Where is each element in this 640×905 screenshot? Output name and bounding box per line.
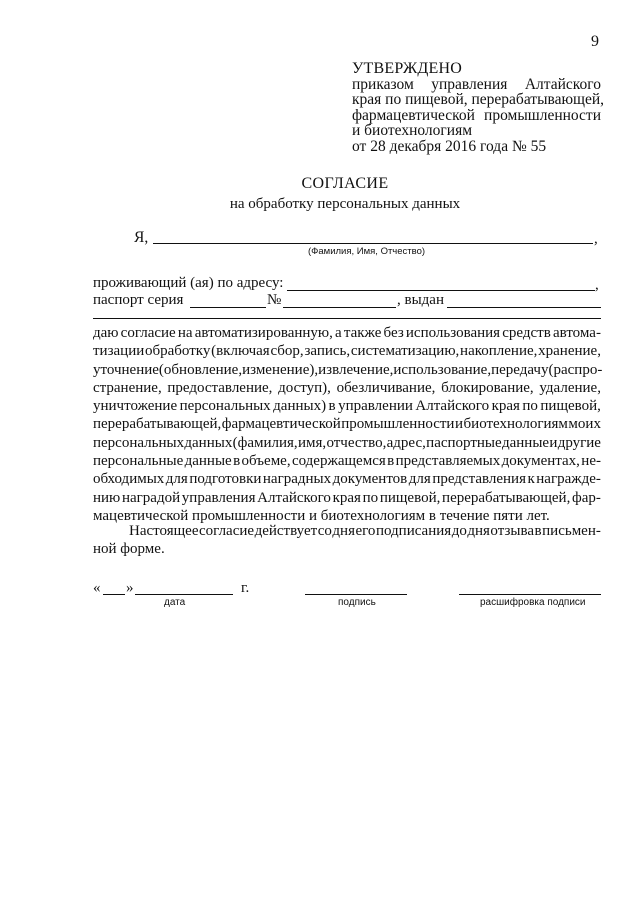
text-word: адрес,	[386, 434, 426, 451]
text-word: доступ),	[278, 379, 331, 396]
text-word: моих	[568, 416, 601, 433]
text-word: Алтайского	[415, 398, 490, 415]
text-word: фармацевтической	[221, 416, 341, 433]
document-title: СОГЛАСИЕ	[301, 175, 389, 192]
text-word: фар-	[572, 489, 601, 506]
signature-decode-field[interactable]	[459, 594, 601, 595]
date-close-quote: »	[126, 580, 134, 596]
text-word: и	[454, 416, 464, 433]
text-word: данных)	[273, 398, 327, 415]
text-word: края	[491, 398, 520, 415]
text-line	[93, 361, 601, 379]
text-word: представления	[432, 471, 526, 488]
text-word: в	[328, 398, 336, 415]
text-word: накопление,	[460, 343, 538, 360]
text-word: Настоящее	[129, 523, 199, 539]
fio-comma: ,	[594, 231, 598, 247]
text-line	[93, 522, 601, 540]
fio-field[interactable]	[153, 243, 593, 244]
approval-heading: УТВЕРЖДЕНО	[352, 60, 463, 77]
text-word: другие	[557, 434, 601, 451]
signature-field[interactable]	[305, 594, 407, 595]
address-label: проживающий (ая) по адресу:	[93, 275, 284, 291]
text-word: перерабатывающей,	[442, 489, 571, 506]
approval-word: приказом	[352, 75, 414, 93]
text-word: и	[549, 434, 558, 451]
text-word: персональные	[93, 453, 184, 470]
text-word: обходимых	[93, 471, 165, 488]
text-word: представляемых	[395, 453, 501, 470]
text-word: на	[177, 325, 193, 341]
text-word: письмен-	[542, 523, 601, 539]
text-word: (фамилия,	[232, 434, 298, 451]
document-subtitle: на обработку персональных данных	[229, 196, 461, 212]
text-line	[93, 342, 601, 360]
text-word: Алтайского	[257, 489, 331, 506]
approval-word: управления	[431, 75, 508, 93]
text-word: биотехнологиям	[463, 416, 568, 433]
text-word: дня	[332, 523, 355, 539]
text-line	[93, 470, 601, 488]
text-word: по	[522, 398, 538, 415]
text-line	[93, 397, 601, 415]
address-field[interactable]	[287, 290, 595, 291]
validity-paragraph	[93, 522, 601, 559]
text-word: содержащемся	[291, 453, 386, 470]
text-word: (обновление,	[158, 361, 243, 378]
signature-decode-caption: расшифровка подписи	[480, 597, 586, 608]
text-word: перерабатывающей,	[93, 416, 222, 433]
text-word: действует	[254, 523, 318, 539]
text-word: пищевой,	[379, 489, 441, 506]
text-word: объеме,	[241, 453, 291, 470]
text-line	[93, 452, 601, 470]
text-word: подписания	[375, 523, 452, 539]
text-word: в	[387, 453, 395, 470]
approval-line-4: и биотехнологиям	[352, 122, 473, 139]
approval-line-5: от 28 декабря 2016 года № 55	[352, 137, 547, 155]
consent-paragraph	[93, 324, 601, 525]
text-word: ной форме.	[93, 541, 165, 558]
text-word: паспортные	[426, 434, 502, 451]
approval-line-1	[352, 77, 601, 93]
text-word: управления	[181, 489, 256, 506]
text-word: согласие	[199, 523, 255, 539]
text-word: изменение),	[242, 361, 319, 378]
text-word: систематизацию,	[350, 343, 460, 360]
approval-line-2: края по пищевой, перерабатывающей,	[352, 91, 605, 108]
passport-series-label: паспорт серия	[93, 292, 184, 308]
text-word: дня	[467, 523, 490, 539]
date-month-year-field[interactable]	[135, 594, 233, 595]
text-word: документов	[332, 471, 408, 488]
text-word: автоматизированную,	[194, 325, 333, 341]
issued-label: , выдан	[397, 292, 444, 308]
date-caption: дата	[164, 597, 186, 608]
text-word: уточнение	[93, 361, 159, 378]
approval-block	[352, 60, 605, 155]
text-word: отчество,	[326, 434, 387, 451]
text-word: его	[355, 523, 376, 539]
date-open-quote: «	[93, 580, 101, 596]
text-word: автома-	[552, 325, 601, 341]
text-word: запись,	[304, 343, 351, 360]
approval-line-3	[352, 108, 601, 124]
text-word: хранение,	[538, 343, 601, 360]
text-word: персональных	[93, 434, 185, 451]
text-word: имя,	[297, 434, 327, 451]
text-word: награжде-	[536, 471, 601, 488]
text-word: (распро-	[548, 361, 603, 378]
issued-by-field[interactable]	[447, 307, 601, 308]
text-word: обработку	[145, 343, 211, 360]
text-word: для	[408, 471, 431, 488]
text-word: подготовки	[189, 471, 262, 488]
text-word: мацевтической промышленности и биотехнологиям в течение пяти лет.	[93, 507, 550, 524]
text-line	[93, 489, 601, 507]
text-word: данные	[184, 453, 232, 470]
text-word: промышленности	[341, 416, 455, 433]
text-word: до	[451, 523, 467, 539]
text-word: по	[362, 489, 379, 506]
text-word: в	[534, 523, 542, 539]
text-word: документах,	[501, 453, 580, 470]
address-comma: ,	[595, 277, 599, 293]
text-word: пищевой,	[540, 398, 601, 415]
text-line	[93, 540, 601, 558]
passport-number-label: №	[267, 292, 282, 308]
text-word: странение,	[93, 379, 162, 396]
text-word: персональных	[179, 398, 271, 415]
year-suffix: г.	[241, 580, 250, 596]
text-word: нию	[93, 489, 121, 506]
text-word: (включая	[211, 343, 270, 360]
text-word: уничтожение	[93, 398, 178, 415]
text-word: средств	[502, 325, 551, 341]
approval-word: фармацевтической	[352, 106, 475, 124]
text-word: наградных	[262, 471, 332, 488]
text-word: отзыва	[490, 523, 535, 539]
text-word: даю	[93, 325, 119, 341]
text-word: данных	[184, 434, 233, 451]
text-line	[93, 434, 601, 452]
text-word: обезличивание,	[336, 379, 436, 396]
text-word: без	[383, 325, 404, 341]
text-word: к	[527, 471, 535, 488]
text-word: со	[317, 523, 332, 539]
text-word: а	[335, 325, 342, 341]
text-word: передачу	[491, 361, 549, 378]
approval-word: Алтайского	[524, 75, 601, 93]
text-word: также	[343, 325, 382, 341]
text-word: в	[233, 453, 241, 470]
text-word: для	[165, 471, 188, 488]
date-day-field[interactable]	[103, 594, 125, 595]
text-word: использования	[405, 325, 501, 341]
text-word: тизации	[93, 343, 145, 360]
text-line	[93, 379, 601, 397]
issued-by-continuation-field[interactable]	[93, 318, 601, 319]
signature-caption: подпись	[338, 597, 376, 608]
text-word: данные	[501, 434, 550, 451]
passport-series-field[interactable]	[190, 307, 266, 308]
text-word: блокирование,	[441, 379, 534, 396]
text-word: края	[332, 489, 361, 506]
text-word: предоставление,	[167, 379, 273, 396]
ya-label: Я,	[134, 229, 149, 246]
text-word: наградой	[121, 489, 181, 506]
passport-number-field[interactable]	[283, 307, 396, 308]
text-word: использование,	[393, 361, 492, 378]
approval-word: промышленности	[484, 106, 601, 124]
text-word: сбор,	[270, 343, 304, 360]
text-word: управлении	[338, 398, 413, 415]
page-number: 9	[591, 33, 599, 50]
text-line	[93, 415, 601, 433]
text-word: согласие	[120, 325, 176, 341]
text-line	[93, 324, 601, 342]
fio-caption: (Фамилия, Имя, Отчество)	[308, 246, 426, 257]
text-word: удаление,	[539, 379, 601, 396]
text-word: не-	[581, 453, 601, 470]
text-word: извлечение,	[318, 361, 394, 378]
